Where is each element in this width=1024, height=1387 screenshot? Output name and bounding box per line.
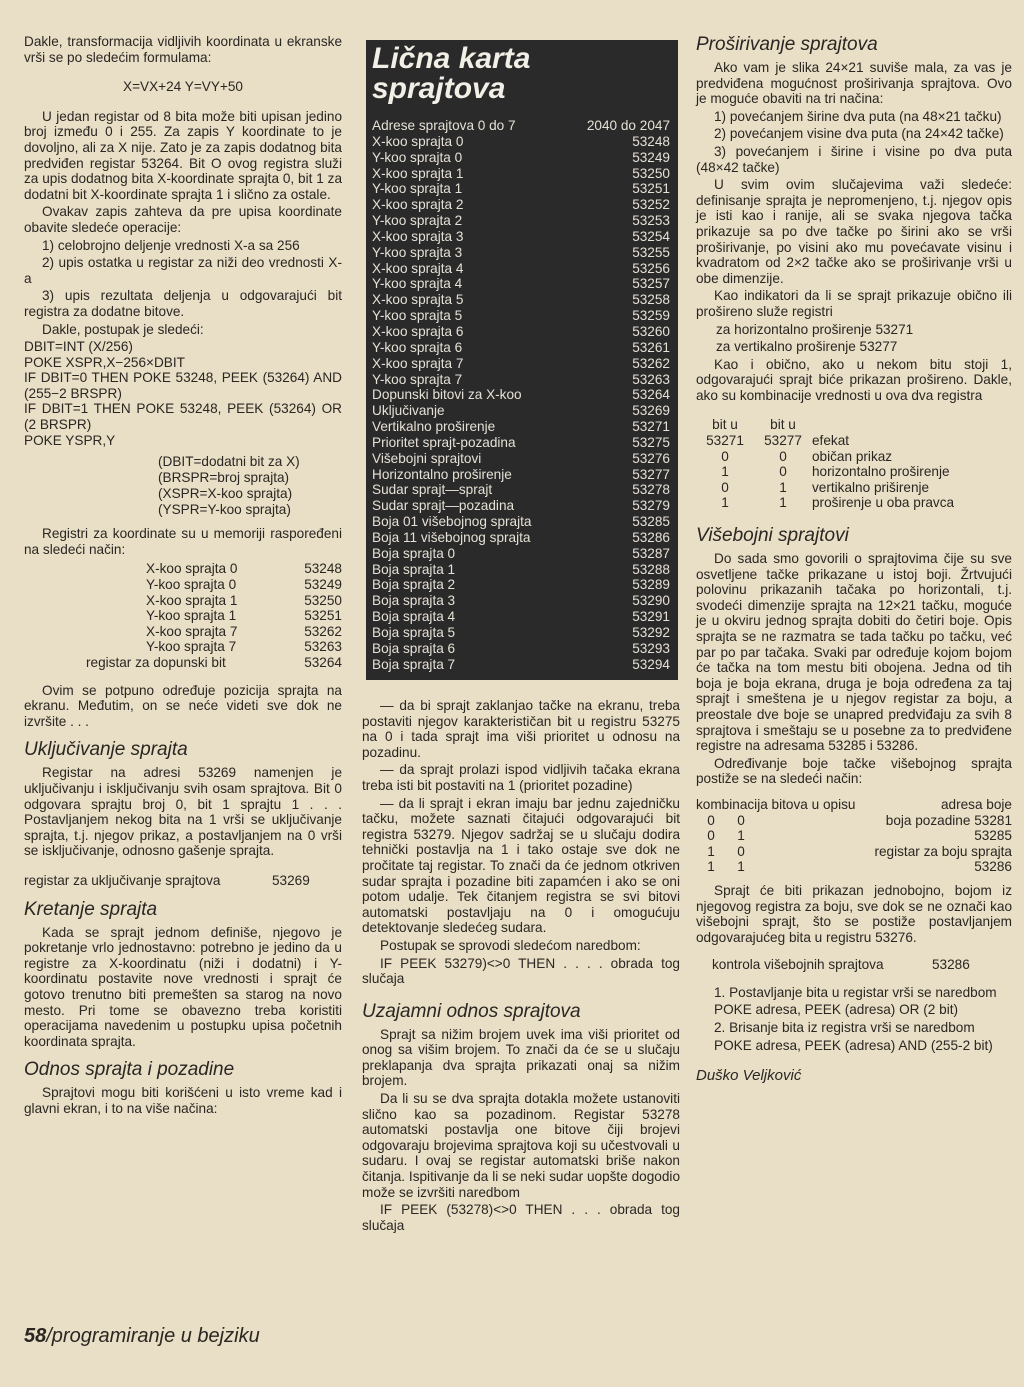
item-label: X-koo sprajta 3 — [372, 228, 464, 244]
paragraph: Ovakav zapis zahteva da pre upisa koordinate obavite sledeće operacije: — [24, 204, 342, 235]
cell: 1 — [737, 828, 745, 844]
column-middle — [362, 698, 680, 1235]
list-item — [372, 498, 670, 514]
header-cell: bit u — [770, 417, 796, 433]
list-item — [372, 562, 670, 578]
list-item — [372, 467, 670, 483]
code-line: DBIT=INT (X/256) — [24, 339, 133, 355]
item-label: Boja 01 višebojnog sprajta — [372, 514, 532, 530]
code-line: POKE XSPR,X−256×DBIT — [24, 354, 185, 370]
cell: vertikalno priširenje — [812, 479, 930, 495]
item-value: 53290 — [632, 593, 670, 609]
item-label: X-koo sprajta 2 — [372, 197, 464, 213]
formula: X=VX+24 Y=VY+50 — [123, 79, 243, 95]
cell: 1 — [779, 479, 787, 495]
paragraph: — da bi sprajt zaklanjao tačke na ekranu, treba postaviti njegov karakterističan bit u registru 53275 na 0 i tada sprajt ima viši prioritet u odnosu na pozadinu. — [362, 698, 680, 760]
list-item — [372, 166, 670, 182]
cell: običan prikaz — [812, 448, 893, 464]
register-value: 53248 — [304, 561, 342, 577]
item-label: Y-koo sprajta 3 — [372, 244, 463, 260]
item-label: Y-koo sprajta 0 — [372, 149, 463, 165]
list-item — [372, 403, 670, 419]
list-item — [372, 356, 670, 372]
box-title-line2: sprajtova — [372, 72, 506, 105]
item-value: 53254 — [632, 228, 670, 244]
register-label: kontrola višebojnih sprajtova — [712, 957, 884, 973]
item-value: 53287 — [632, 545, 670, 561]
cell: 1 — [721, 464, 729, 480]
cell: proširenje u oba pravca — [812, 495, 955, 511]
item-label: Y-koo sprajta 6 — [372, 339, 463, 355]
cell: 0 — [707, 812, 715, 828]
paragraph: Registri za koordinate su u memoriji raspoređeni na sledeći način: — [24, 526, 342, 557]
item-value: 53289 — [632, 577, 670, 593]
register-label: Y-koo sprajta 0 — [146, 577, 237, 593]
step: 1) povećanjem širine dva puta (na 48×21 tačku) — [714, 108, 1002, 124]
register-label: X-koo sprajta 0 — [146, 561, 238, 577]
register-line: za vertikalno proširenje 53277 — [716, 339, 898, 355]
paragraph: Do sada smo govorili o sprajtovima čije su sve osvetljene tačke prikazane u istoj boji. Žrtvujući polovinu prikazanih tačaka po horizontali, t.j. svodeći dimenzije sprajta na 12×21 tačku, moguće je u okviru jednog sprajta dobiti do četiri boje. Opis sprajta se ne razmatra se tada tačku po tačku, već par po par tačaka. Svaki par određuje kojom bojom će tačka na tom mestu biti obojena. Jedna od tih boja je boja ekrana, druga je boja određena za taj sprajt i smeštena je u njegov registar za boju, a preostale dve boje se unapred predviđaju za svih 8 sprajtova i smeštaju se u posebne za to predviđene registre na adresama 53285 i 53286. — [696, 551, 1012, 754]
register-row — [86, 577, 342, 593]
header-cell: bit u — [712, 417, 738, 433]
list-item — [372, 625, 670, 641]
table-header — [696, 417, 1012, 433]
legend-line: (DBIT=dodatni bit za X) — [158, 454, 300, 470]
section-heading: Uključivanje sprajta — [24, 739, 188, 761]
list-item — [372, 546, 670, 562]
item-label: Y-koo sprajta 2 — [372, 213, 463, 229]
register-row — [86, 655, 342, 671]
item-label: Dopunski bitovi za X-koo — [372, 387, 522, 403]
cell: 53285 — [974, 828, 1012, 844]
item-value: 53264 — [632, 387, 670, 403]
section-heading: Kretanje sprajta — [24, 898, 158, 920]
paragraph: — da sprajt prolazi ispod vidljivih tačaka ekrana treba isti bit postaviti na 1 (prioritet pozadine) — [362, 762, 680, 793]
step: 2) upis ostatka u registar za niži deo vrednosti X-a — [24, 255, 342, 286]
cell: 0 — [737, 843, 745, 859]
cell: 0 — [737, 812, 745, 828]
register-row — [86, 561, 342, 577]
cell: 0 — [721, 448, 729, 464]
item-value: 53260 — [632, 323, 670, 339]
step: 3) upis rezultata deljenja u odgovarajući bit registra za dodatne bitove. — [24, 288, 342, 319]
cell: 0 — [779, 464, 787, 480]
code-block — [24, 339, 342, 448]
item-value: 53271 — [632, 419, 670, 435]
register-line: za horizontalno proširenje 53271 — [716, 321, 914, 337]
item-label: Boja 11 višebojnog sprajta — [372, 529, 531, 545]
header-cell: efekat — [812, 433, 850, 449]
list-item — [372, 118, 670, 134]
register-value: 53286 — [932, 957, 970, 973]
list-item — [372, 435, 670, 451]
paragraph: Dakle, transformacija vidljivih koordinata u ekranske vrši se po sledećim formulama: — [24, 34, 342, 65]
register-value: 53250 — [304, 592, 342, 608]
item-label: Vertikalno proširenje — [372, 419, 496, 435]
code-line: POKE YSPR,Y — [24, 432, 116, 448]
register-value: 53251 — [304, 608, 342, 624]
list-item — [372, 276, 670, 292]
cell: registar za boju sprajta — [874, 843, 1012, 859]
item-value: 53259 — [632, 308, 670, 324]
cell: 0 — [779, 448, 787, 464]
section-heading: Odnos sprajta i pozadine — [24, 1059, 235, 1081]
table-row — [696, 495, 1012, 511]
list-item — [372, 419, 670, 435]
table-row — [696, 813, 1012, 829]
item-label: Boja sprajta 5 — [372, 625, 456, 640]
legend-line: (XSPR=X-koo sprajta) — [158, 486, 293, 502]
list-item — [372, 308, 670, 324]
paragraph: Ako vam je slika 24×21 suviše mala, za vas je predviđena mogućnost proširivanja sprajtova. Ovo je moguće obaviti na tri načina: — [696, 60, 1012, 107]
paragraph: Kao indikatori da li se sprajt prikazuje obično ili prošireno služe registri — [696, 288, 1012, 319]
page-footer — [24, 1325, 260, 1348]
paragraph: Ovim se potpuno određuje pozicija sprajta na ekranu. Međutim, on se neće videti sve dok ne izvršite . . . — [24, 682, 342, 729]
list-item — [372, 340, 670, 356]
register-row — [696, 957, 1012, 973]
item-label: Boja sprajta 3 — [372, 593, 456, 609]
paragraph: Da li su se dva sprajta dotakla možete ustanoviti slično kao sa pozadinom. Registar 53278 automatski postavlja one bitove čiji brojevi odgovaraju brojevima sprajtova koji su učestvovali u sudaru. I ovaj se registar automatski briše nakon čitanja. Ispitivanje da li se neki sudar uopšte dogodio može se izvršiti naredbom — [362, 1091, 680, 1200]
table-row — [696, 464, 1012, 480]
list-item — [372, 482, 670, 498]
header-cell: 53277 — [764, 433, 802, 449]
cell: 0 — [707, 828, 715, 844]
item-value: 53252 — [632, 197, 670, 213]
item-label: Boja sprajta 1 — [372, 561, 456, 577]
item-label: Y-koo sprajta 1 — [372, 181, 463, 197]
list-item — [372, 213, 670, 229]
paragraph: 2. Brisanje bita iz registra vrši se naredbom — [714, 1020, 975, 1036]
register-value: 53264 — [304, 655, 342, 670]
step: 3) povećanjem i širine i visine po dva puta (48×42 tačke) — [696, 143, 1012, 175]
section-heading: Proširivanje sprajtova — [696, 34, 878, 55]
register-row — [86, 639, 342, 655]
cell: 1 — [721, 495, 729, 511]
list-item — [372, 197, 670, 213]
item-value: 53255 — [632, 244, 670, 260]
list-item — [372, 150, 670, 166]
item-value: 53285 — [632, 514, 670, 530]
item-value: 53275 — [632, 434, 670, 450]
code-legend — [24, 454, 342, 518]
item-value: 53249 — [632, 149, 670, 165]
footer-title: /programiranje u bejziku — [46, 1325, 260, 1347]
column-right — [696, 34, 1012, 1084]
register-value: 53262 — [304, 623, 342, 639]
box-title-line1: Lična karta — [372, 42, 531, 75]
legend-line: (YSPR=Y-koo sprajta) — [158, 502, 291, 518]
list-item — [372, 451, 670, 467]
table-row — [696, 844, 1012, 860]
list-item — [372, 372, 670, 388]
item-value: 2040 do 2047 — [586, 118, 670, 133]
item-label: X-koo sprajta 5 — [372, 292, 464, 308]
item-value: 53263 — [632, 371, 670, 387]
table-header — [696, 797, 1012, 813]
item-value: 53277 — [632, 466, 670, 482]
list-item — [372, 641, 670, 657]
item-value: 53257 — [632, 276, 670, 292]
cell: horizontalno proširenje — [812, 464, 950, 480]
code-line: POKE adresa, PEEK (adresa) OR (2 bit) — [714, 1002, 959, 1018]
item-value: 53248 — [632, 133, 670, 149]
legend-line: (BRSPR=broj sprajta) — [158, 470, 290, 486]
item-label: Y-koo sprajta 5 — [372, 308, 463, 324]
item-label: X-koo sprajta 6 — [372, 323, 464, 339]
item-label: Boja sprajta 0 — [372, 545, 456, 561]
list-item — [372, 593, 670, 609]
register-label: registar za dopunski bit — [86, 655, 226, 670]
table-row — [696, 480, 1012, 496]
item-value: 53258 — [632, 292, 670, 308]
item-value: 53276 — [632, 450, 670, 466]
item-label: Uključivanje — [372, 403, 445, 419]
item-value: 53291 — [632, 609, 670, 625]
cell: 1 — [707, 859, 715, 875]
paragraph: Kada se sprajt jednom definiše, njegovo je pokretanje vrlo jednostavno: potrebno je jedino da u registre za X-koordinatu (niži i dodatni) i Y-koordinatu postavite nove vrednosti i sprajt će gotovo trenutno biti premešten sa starog na novo mesto. Pri tome se obavezno treba koristiti operacijama navedenim u postupku upisa početnih koordinata sprajta. — [24, 924, 342, 1049]
paragraph: Određivanje boje tačke višebojnog sprajta postiže se na sledeći način: — [696, 755, 1012, 787]
register-label: Y-koo sprajta 7 — [146, 639, 237, 655]
item-value: 53293 — [632, 640, 670, 656]
item-label: Boja sprajta 6 — [372, 640, 456, 656]
item-value: 53262 — [632, 355, 670, 371]
paragraph: Sprajtovi mogu biti korišćeni u isto vreme kad i glavni ekran, i to na više načina: — [24, 1085, 342, 1116]
register-value: 53263 — [304, 639, 342, 655]
sprite-id-card-box — [366, 40, 678, 680]
section-heading: Višebojni sprajtovi — [696, 525, 849, 547]
section-heading: Uzajamni odnos sprajtova — [362, 1000, 581, 1022]
item-value: 53292 — [632, 625, 670, 640]
item-label: Adrese sprajtova 0 do 7 — [372, 118, 516, 133]
list-item — [372, 324, 670, 340]
item-value: 53278 — [632, 482, 670, 498]
register-row — [24, 873, 342, 889]
sprite-register-list — [372, 118, 670, 673]
cell: 0 — [721, 479, 729, 495]
table-header — [696, 433, 1012, 449]
author-signature: Duško Veljković — [696, 1067, 802, 1085]
code-line: IF PEEK (53278)<>0 THEN . . . obrada tog slučaja — [362, 1202, 680, 1233]
register-row — [86, 624, 342, 640]
header-cell: kombinacija bitova u opisu — [696, 796, 856, 812]
column-left — [24, 34, 342, 1118]
item-label: Sudar sprajt—sprajt — [372, 482, 493, 498]
table-row — [696, 828, 1012, 844]
item-label: X-koo sprajta 4 — [372, 260, 464, 276]
item-label: X-koo sprajta 0 — [372, 133, 464, 149]
step: 2) povećanjem visine dva puta (na 24×42 tačke) — [714, 126, 1004, 142]
bits-table — [696, 417, 1012, 511]
cell: boja pozadine 53281 — [885, 812, 1012, 828]
item-label: Prioritet sprajt-pozadina — [372, 434, 516, 450]
list-item — [372, 657, 670, 673]
cell: 1 — [737, 859, 745, 875]
list-item — [372, 134, 670, 150]
paragraph: Sprajt će biti prikazan jednobojno, bojom iz njegovog registra za boju, sve dok se ne označi kao višebojni sprajt, što se postiže postavljanjem odgovarajućeg bita u registru 53276. — [696, 882, 1012, 945]
item-value: 53269 — [632, 403, 670, 419]
list-item — [372, 229, 670, 245]
item-value: 53251 — [632, 181, 670, 197]
list-item — [372, 577, 670, 593]
cell: 1 — [779, 495, 787, 511]
paragraph: Registar na adresi 53269 namenjen je uključivanju i isključivanju svih osam sprajtova. Bit 0 odgovara sprajtu broj 0, bit 1 sprajtu 1 . . . Postavljanjem nekog bita na 1 vrši se uključivanje sprajta, t.j. njegov prikaz, a postavljanjem na 0 vrši se isključivanje, odnosno gašenje sprajta. — [24, 765, 342, 859]
list-item — [372, 261, 670, 277]
item-label: Sudar sprajt—pozadina — [372, 498, 515, 514]
item-label: Horizontalno proširenje — [372, 466, 512, 482]
item-label: Boja sprajta 7 — [372, 656, 456, 672]
item-value: 53288 — [632, 561, 670, 577]
register-value: 53249 — [304, 577, 342, 593]
color-bits-table — [696, 797, 1012, 875]
list-item — [372, 181, 670, 197]
code-line: IF DBIT=1 THEN POKE 53248, PEEK (53264) OR (2 BRSPR) — [24, 401, 342, 433]
item-value: 53279 — [632, 498, 670, 514]
paragraph: 1. Postavljanje bita u registar vrši se naredbom — [714, 984, 997, 1000]
code-line: IF DBIT=0 THEN POKE 53248, PEEK (53264) AND (255−2 BRSPR) — [24, 370, 342, 401]
register-value: 53269 — [272, 872, 310, 888]
step: 1) celobrojno deljenje vrednosti X-a sa 256 — [42, 237, 300, 253]
register-row — [86, 608, 342, 624]
item-label: Boja sprajta 4 — [372, 609, 456, 625]
table-row — [696, 859, 1012, 875]
paragraph: U jedan registar od 8 bita može biti upisan jedino broj između 0 i 255. Za zapis Y koordinate to je dovoljno, ali za X nije. Zato je za zapis dodatnog bita predviđen registar 53264. Bit O ovog registra služi za upis dodatnog bita X-koordinate sprajta 0, bit 1 za dodatni bit X-koordinate sprajta 1 i slično za ostale. — [24, 108, 342, 202]
header-cell: 53271 — [706, 433, 744, 449]
register-label: X-koo sprajta 1 — [146, 592, 238, 608]
table-row — [696, 449, 1012, 465]
item-label: Y-koo sprajta 4 — [372, 276, 463, 292]
item-value: 53286 — [632, 529, 670, 545]
list-item — [372, 609, 670, 625]
page-number: 58 — [24, 1325, 47, 1347]
paragraph: Postupak se sprovodi sledećom naredbom: — [380, 937, 641, 953]
item-value: 53294 — [632, 656, 670, 672]
item-label: X-koo sprajta 7 — [372, 355, 464, 371]
item-value: 53250 — [632, 165, 670, 181]
item-value: 53256 — [632, 260, 670, 276]
item-value: 53261 — [632, 339, 670, 355]
item-value: 53253 — [632, 213, 670, 229]
header-cell: adresa boje — [940, 796, 1012, 812]
item-label: Boja sprajta 2 — [372, 577, 456, 593]
register-label: X-koo sprajta 7 — [146, 623, 238, 639]
item-label: Višebojni sprajtovi — [372, 450, 482, 466]
paragraph: — da li sprajt i ekran imaju bar jednu zajedničku tačku, možete saznati čitajući odgovarajući bit registra 53279. Njegov sadržaj se u slučaju dodira tehnički postavlja na 1 i tako ostaje sve dok ne pročitate taj registar. To znači da će jednom otkriven sudar sprajta i pozadine biti zapamćen i ako se oni potom udalje. Tek čitanjem registra se svi bitovi automatski postavljaju na 0 i omogućuju detektovanje sledećeg sudara. — [362, 795, 680, 936]
list-item — [372, 530, 670, 546]
register-row — [86, 593, 342, 609]
paragraph: Dakle, postupak je sledeći: — [42, 321, 204, 337]
list-item — [372, 387, 670, 403]
register-label: registar za uključivanje sprajtova — [24, 872, 221, 888]
paragraph: Sprajt sa nižim brojem uvek ima viši prioritet od onog sa višim brojem. To znači da će se u slučaju preklapanja dva sprajta prikazati onaj sa nižim brojem. — [362, 1026, 680, 1089]
register-table — [24, 561, 342, 670]
cell: 1 — [707, 843, 715, 859]
list-item — [372, 514, 670, 530]
code-line: IF PEEK 53279)<>0 THEN . . . . obrada tog slučaja — [362, 955, 680, 987]
cell: 53286 — [974, 859, 1012, 875]
paragraph: U svim ovim slučajevima važi sledeće: definisanje sprajta je nepromenjeno, t.j. njegov opis je isti kao i ranije, ali se svaka njegova tačka prikazuje sa po dve tačke po širini ako se vrši proširivanje, po visini ako mu povećavate visinu i kvadratom od 2×2 tačke ako se proširivanje vrši u obe dimenzije. — [696, 177, 1012, 286]
paragraph: Kao i obično, ako u nekom bitu stoji 1, odgovarajući sprajt biće prikazan prošireno. Dakle, ako su kombinacije vrednosti u ova dva registra — [696, 356, 1012, 403]
register-label: Y-koo sprajta 1 — [146, 608, 237, 624]
list-item — [372, 292, 670, 308]
code-line: POKE adresa, PEEK (adresa) AND (255-2 bit) — [714, 1037, 993, 1053]
item-label: X-koo sprajta 1 — [372, 165, 464, 181]
item-label: Y-koo sprajta 7 — [372, 371, 463, 387]
list-item — [372, 245, 670, 261]
